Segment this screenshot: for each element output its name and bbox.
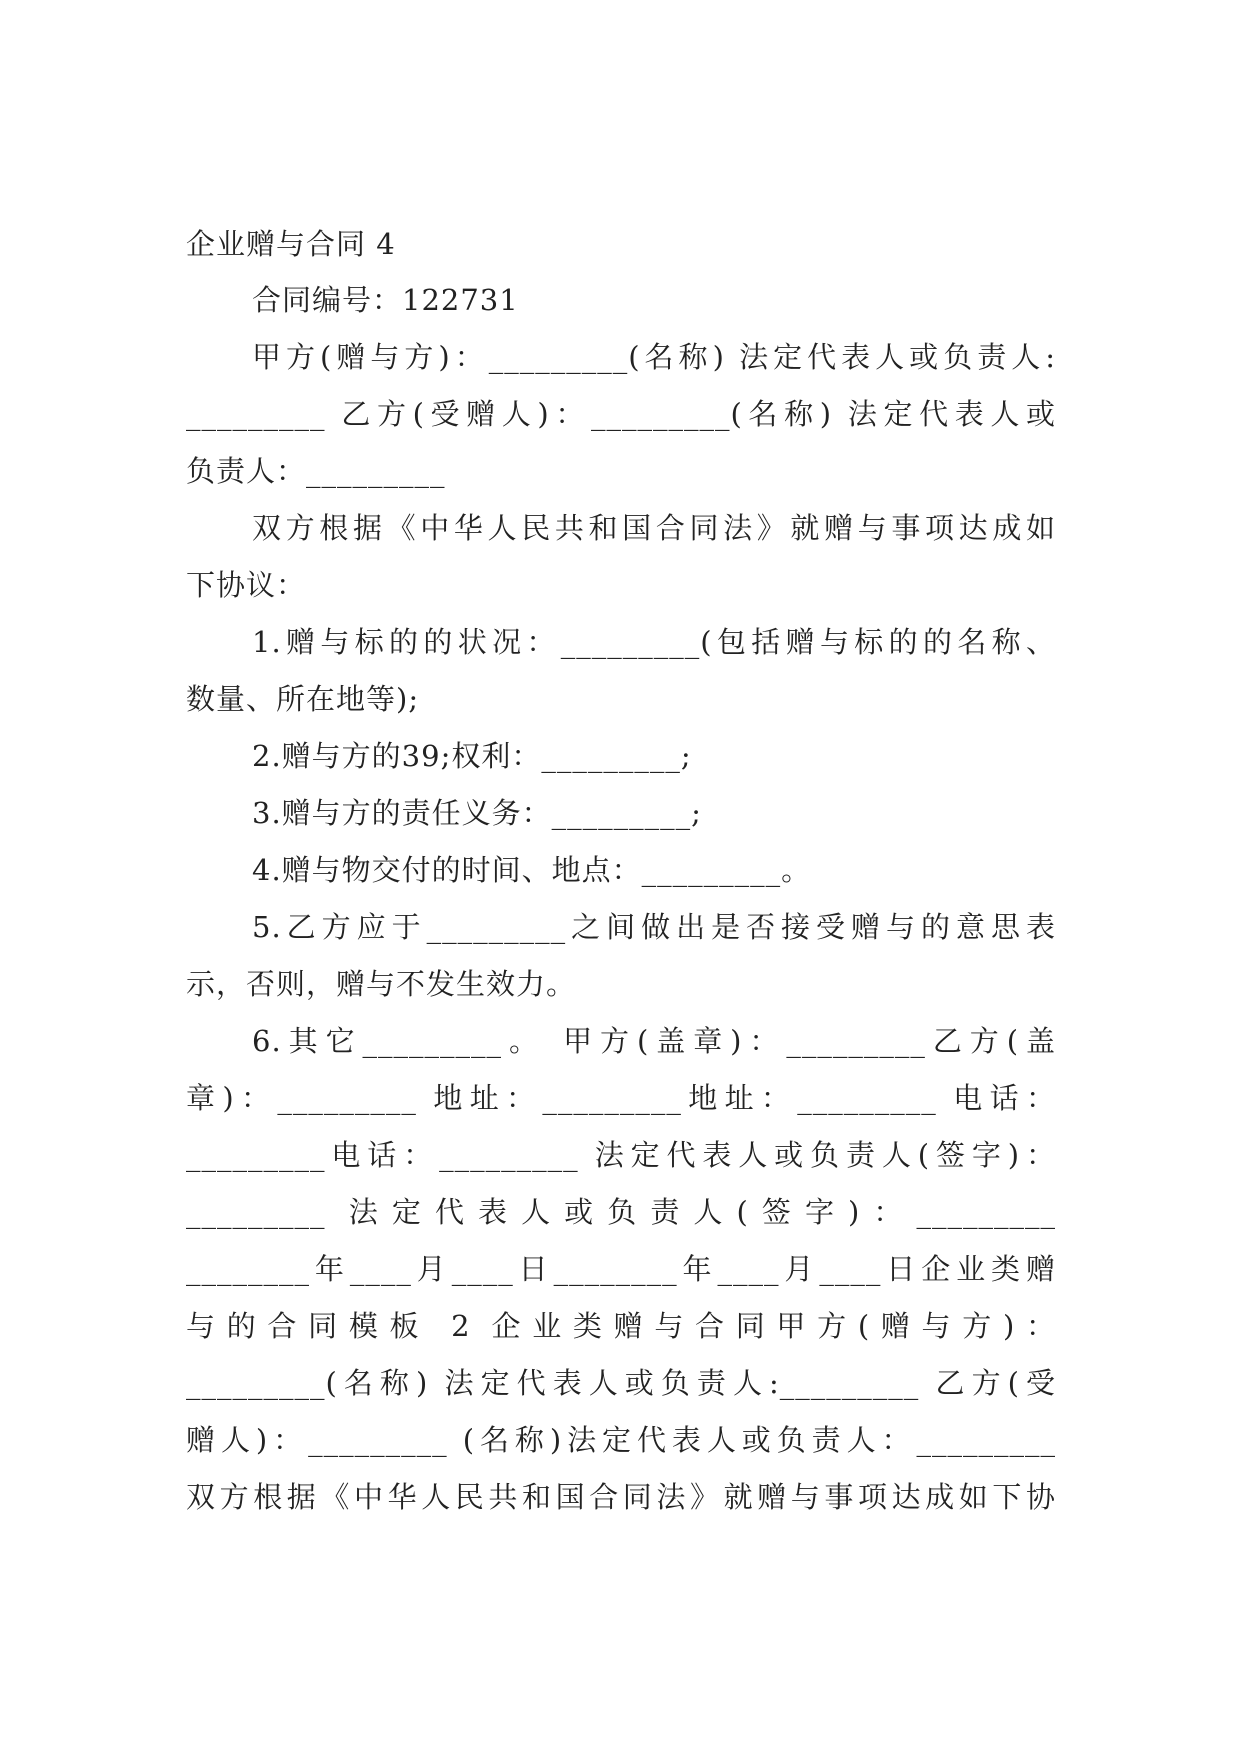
paragraph-line: 3.赠与方的责任义务：_________; [252, 796, 702, 830]
paragraph-line: _________ 乙方(受赠人)：_________(名称) 法定代表人或 [186, 397, 1056, 431]
document-title: 企业赠与合同 4 [186, 227, 396, 261]
paragraph-line: _________ 法定代表人或负责人(签字)：_________ [186, 1195, 1056, 1229]
paragraph-line: _________(名称) 法定代表人或负责人:_________ 乙方(受 [186, 1366, 1056, 1400]
paragraph-line: 章)：_________ 地址：_________地址：_________ 电话： [186, 1081, 1056, 1115]
contract-number: 合同编号：122731 [252, 283, 519, 317]
paragraph-line: ________年____月____日________年____月____日企业类赠 [186, 1252, 1056, 1286]
paragraph-line: 数量、所在地等); [186, 682, 420, 716]
paragraph-line: _________电话：_________ 法定代表人或负责人(签字)： [186, 1138, 1056, 1172]
paragraph-line: 示，否则，赠与不发生效力。 [186, 967, 577, 1001]
paragraph-line: 6.其它_________。 甲方(盖章)：_________乙方(盖 [252, 1024, 1056, 1058]
paragraph-line: 双方根据《中华人民共和国合同法》就赠与事项达成如 [252, 511, 1056, 545]
paragraph-line: 下协议： [186, 568, 307, 602]
paragraph-line: 赠人)：_________ (名称)法定代表人或负责人：_________ [186, 1423, 1056, 1457]
paragraph-line: 2.赠与方的39;权利：_________; [252, 739, 692, 773]
paragraph-line: 4.赠与物交付的时间、地点：_________。 [252, 853, 812, 887]
paragraph-line: 负责人：_________ [186, 454, 446, 488]
paragraph-line: 1.赠与标的的状况：_________(包括赠与标的的名称、 [252, 625, 1056, 659]
paragraph-line: 双方根据《中华人民共和国合同法》就赠与事项达成如下协 [186, 1480, 1056, 1514]
paragraph-line: 甲方(赠与方)：_________(名称) 法定代表人或负责人: [252, 340, 1056, 374]
paragraph-line: 5.乙方应于_________之间做出是否接受赠与的意思表 [252, 910, 1056, 944]
paragraph-line: 与的合同模板 2 企业类赠与合同甲方(赠与方)： [186, 1309, 1056, 1343]
